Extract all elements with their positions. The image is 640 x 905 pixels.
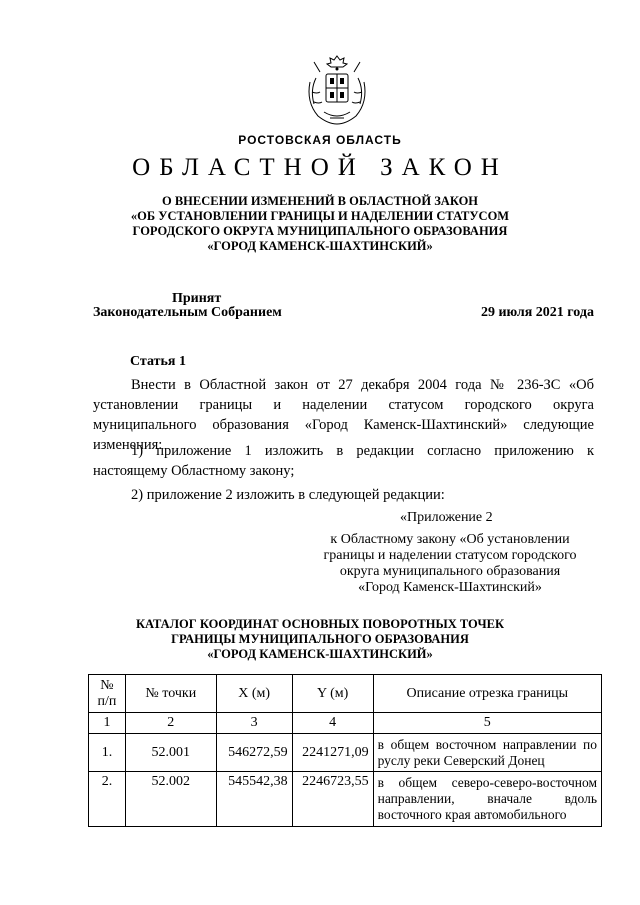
point-cell: 52.002 <box>125 772 216 827</box>
x-coordinate-cell: 546272,59 <box>216 734 292 772</box>
catalog-title-line: ГРАНИЦЫ МУНИЦИПАЛЬНОГО ОБРАЗОВАНИЯ <box>171 632 469 646</box>
coat-of-arms-emblem <box>302 52 372 128</box>
law-title-line: «ГОРОД КАМЕНСК-ШАХТИНСКИЙ» <box>207 239 433 253</box>
catalog-title-line: КАТАЛОГ КООРДИНАТ ОСНОВНЫХ ПОВОРОТНЫХ ТОЧЕК <box>135 617 505 631</box>
column-number-cell: 4 <box>292 713 373 734</box>
article-heading: Статья 1 <box>130 354 186 369</box>
header-cell: № точки <box>125 675 216 713</box>
column-number-row <box>89 713 602 734</box>
table-row <box>89 734 602 772</box>
description-cell: в общем северо-северо-восточном направлении, вначале вдоль восточного края автомобильного <box>373 772 601 827</box>
article-paragraph: 2) приложение 2 изложить в следующей редакции: <box>131 487 445 503</box>
description-cell: в общем восточном направлении по руслу реки Северский Донец <box>373 734 601 772</box>
law-title-line: О ВНЕСЕНИИ ИЗМЕНЕНИЙ В ОБЛАСТНОЙ ЗАКОН <box>161 194 479 208</box>
adopted-label: Принят <box>172 291 222 306</box>
table-header-row <box>89 675 602 713</box>
article-paragraph: Внести в Областной закон от 27 декабря 2004 года № 236-ЗС «Об установлении границы и наделении статусом городского округа муниципального образования «Город Каменск-Шахтинский» следующие изменения: <box>93 377 594 453</box>
y-coordinate-cell: 2246723,55 <box>292 772 373 827</box>
adoption-date: 29 июля 2021 года <box>480 305 594 320</box>
header-cell: № п/п <box>89 675 126 713</box>
appendix-line: к Областному закону «Об установлении <box>330 532 570 547</box>
law-title-line: ГОРОДСКОГО ОКРУГА МУНИЦИПАЛЬНОГО ОБРАЗОВАНИЯ <box>132 224 508 238</box>
coordinates-table <box>88 674 602 827</box>
region-name: РОСТОВСКАЯ ОБЛАСТЬ <box>238 133 402 147</box>
column-number-cell: 3 <box>216 713 292 734</box>
x-coordinate-cell: 545542,38 <box>216 772 292 827</box>
point-cell: 52.001 <box>125 734 216 772</box>
header-cell: Описание отрезка границы <box>373 675 601 713</box>
appendix-line: «Город Каменск-Шахтинский» <box>358 580 542 595</box>
header-cell: Y (м) <box>292 675 373 713</box>
header-cell: X (м) <box>216 675 292 713</box>
appendix-line: округа муниципального образования <box>339 564 561 579</box>
catalog-title <box>80 617 560 662</box>
law-title-line: «ОБ УСТАНОВЛЕНИИ ГРАНИЦЫ И НАДЕЛЕНИИ СТАТУСОМ <box>130 209 510 223</box>
law-title <box>100 194 540 254</box>
column-number-cell: 5 <box>373 713 601 734</box>
article-paragraph: 1) приложение 1 изложить в редакции согласно приложению к настоящему Областному закону; <box>93 443 594 479</box>
law-type-heading: ОБЛАСТНОЙ ЗАКОН <box>132 154 508 181</box>
table-row <box>89 772 602 827</box>
appendix-heading: «Приложение 2 <box>400 510 493 525</box>
row-number-cell: 1. <box>89 734 126 772</box>
y-coordinate-cell: 2241271,09 <box>292 734 373 772</box>
row-number-cell: 2. <box>89 772 126 827</box>
appendix-line: границы и наделении статусом городского <box>323 548 577 563</box>
adopted-by-label: Законодательным Собранием <box>93 305 282 320</box>
column-number-cell: 2 <box>125 713 216 734</box>
catalog-title-line: «ГОРОД КАМЕНСК-ШАХТИНСКИЙ» <box>207 647 433 661</box>
column-number-cell: 1 <box>89 713 126 734</box>
